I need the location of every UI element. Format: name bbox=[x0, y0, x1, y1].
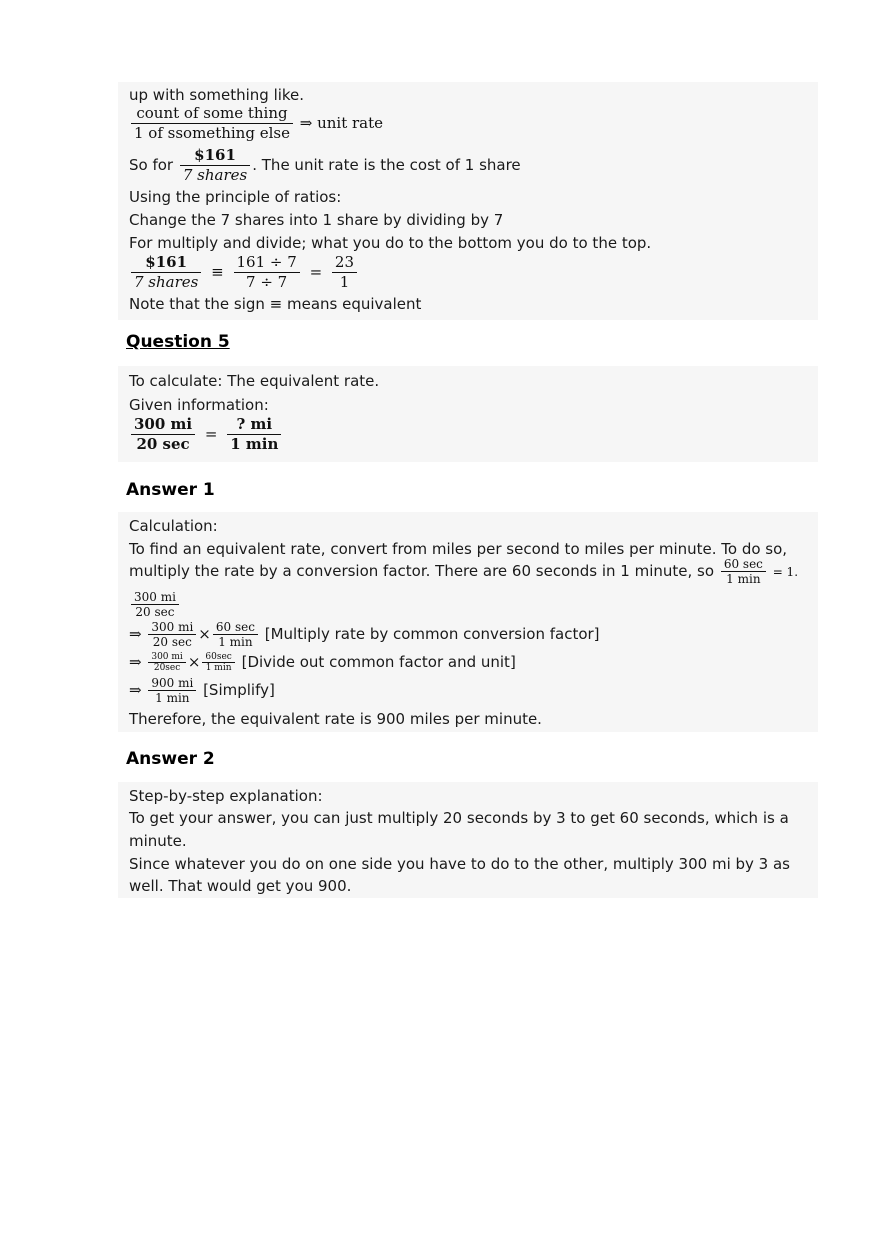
equivalence-equation bbox=[129, 253, 359, 292]
fraction: $\frac{900 mi}{1 \min}$ bbox=[148, 676, 196, 705]
fraction: $\frac{\text{count of some thing}}{\text{1 of ssomething else}}$ bbox=[131, 104, 293, 143]
text-line: For multiply and divide; what you do to the bottom you do to the top. bbox=[129, 234, 652, 252]
text-line: Calculation: bbox=[129, 517, 218, 535]
fraction: $\frac{300 mi}{20\sec}$ bbox=[148, 652, 185, 673]
so-for-line: So for $\frac{\$161}{\text{7 shares}}$ . The unit rate is the cost of 1 share bbox=[129, 146, 521, 184]
fraction: $\frac{161 \div 7}{7 \div 7}$ bbox=[234, 253, 300, 292]
text-line: Change the 7 shares into 1 share by dividing by 7 bbox=[129, 211, 504, 229]
step-3: ⇒ $\frac{900 mi}{1 \min}$ [Simplify] bbox=[129, 676, 275, 705]
text-line: To calculate: The equivalent rate. bbox=[129, 372, 380, 390]
implies-arrow: ⇒ bbox=[129, 653, 142, 671]
equals-sign: = bbox=[309, 263, 323, 281]
times-sign: × bbox=[187, 653, 201, 671]
fraction: $\frac{\$161}{\text{7 shares}}$ bbox=[131, 253, 201, 292]
answer-2-heading: Answer 2 bbox=[126, 749, 215, 769]
step-1: ⇒ $\frac{300 mi}{20 \sec}$ × $\frac{60 \sec}{1 \min}$ [Multiply rate by common conversion factor] bbox=[129, 620, 600, 649]
fraction: $\frac{60 \sec}{1 \min}$ bbox=[721, 557, 766, 586]
times-sign: × bbox=[198, 625, 211, 643]
equivalent-sign: ≡ bbox=[211, 263, 224, 281]
equals-sign: = bbox=[204, 425, 218, 443]
text-line: Note that the sign ≡ means equivalent bbox=[129, 295, 422, 313]
implies-arrow: ⇒ bbox=[129, 625, 142, 643]
answer-1-heading: Answer 1 bbox=[126, 480, 215, 500]
fraction: $\frac{23}{1}$ bbox=[332, 253, 357, 292]
unit-rate-line bbox=[129, 104, 383, 143]
fraction: $\frac{60\sec}{1 \min}$ bbox=[202, 652, 234, 673]
text-line: To get your answer, you can just multiply 20 seconds by 3 to get 60 seconds, which is a bbox=[129, 809, 789, 827]
implies-arrow: ⇒ bbox=[129, 681, 142, 699]
text-line: Therefore, the equivalent rate is 900 miles per minute. bbox=[129, 710, 542, 728]
fraction: $\frac{? mi}{1 \min}$ bbox=[227, 415, 281, 454]
fraction: $\frac{\$161}{\text{7 shares}}$ bbox=[180, 146, 250, 185]
text-line: well. That would get you 900. bbox=[129, 877, 352, 895]
fraction: $\frac{300 mi}{20 \sec}$ bbox=[131, 415, 195, 454]
text-line: Using the principle of ratios: bbox=[129, 188, 342, 206]
conversion-line: multiply the rate by a conversion factor. There are 60 seconds in 1 minute, so $\frac{60 \sec}{1 \min}$ = 1. bbox=[129, 557, 799, 586]
text-line: up with something like. bbox=[129, 86, 305, 104]
text-line: To find an equivalent rate, convert from miles per second to miles per minute. To do so, bbox=[129, 540, 788, 558]
question-5-heading: Question 5 bbox=[126, 332, 230, 352]
text-line: Given information: bbox=[129, 396, 269, 414]
fraction: $\frac{300 mi}{20 \sec}$ bbox=[148, 620, 196, 649]
rate-fraction bbox=[129, 590, 181, 619]
text-line: minute. bbox=[129, 832, 187, 850]
given-equation bbox=[129, 415, 283, 454]
text-line: Step-by-step explanation: bbox=[129, 787, 323, 805]
text-line: Since whatever you do on one side you have to do to the other, multiply 300 mi by 3 as bbox=[129, 855, 790, 873]
fraction: $\frac{300 mi}{20 \sec}$ bbox=[131, 590, 179, 619]
step-2: ⇒ $\frac{300 mi}{20\sec}$ × $\frac{60\sec}{1 \min}$ [Divide out common factor and unit] bbox=[129, 652, 516, 673]
fraction: $\frac{60 \sec}{1 \min}$ bbox=[213, 620, 258, 649]
implies-unit-rate: ⇒ unit rate bbox=[299, 114, 384, 132]
